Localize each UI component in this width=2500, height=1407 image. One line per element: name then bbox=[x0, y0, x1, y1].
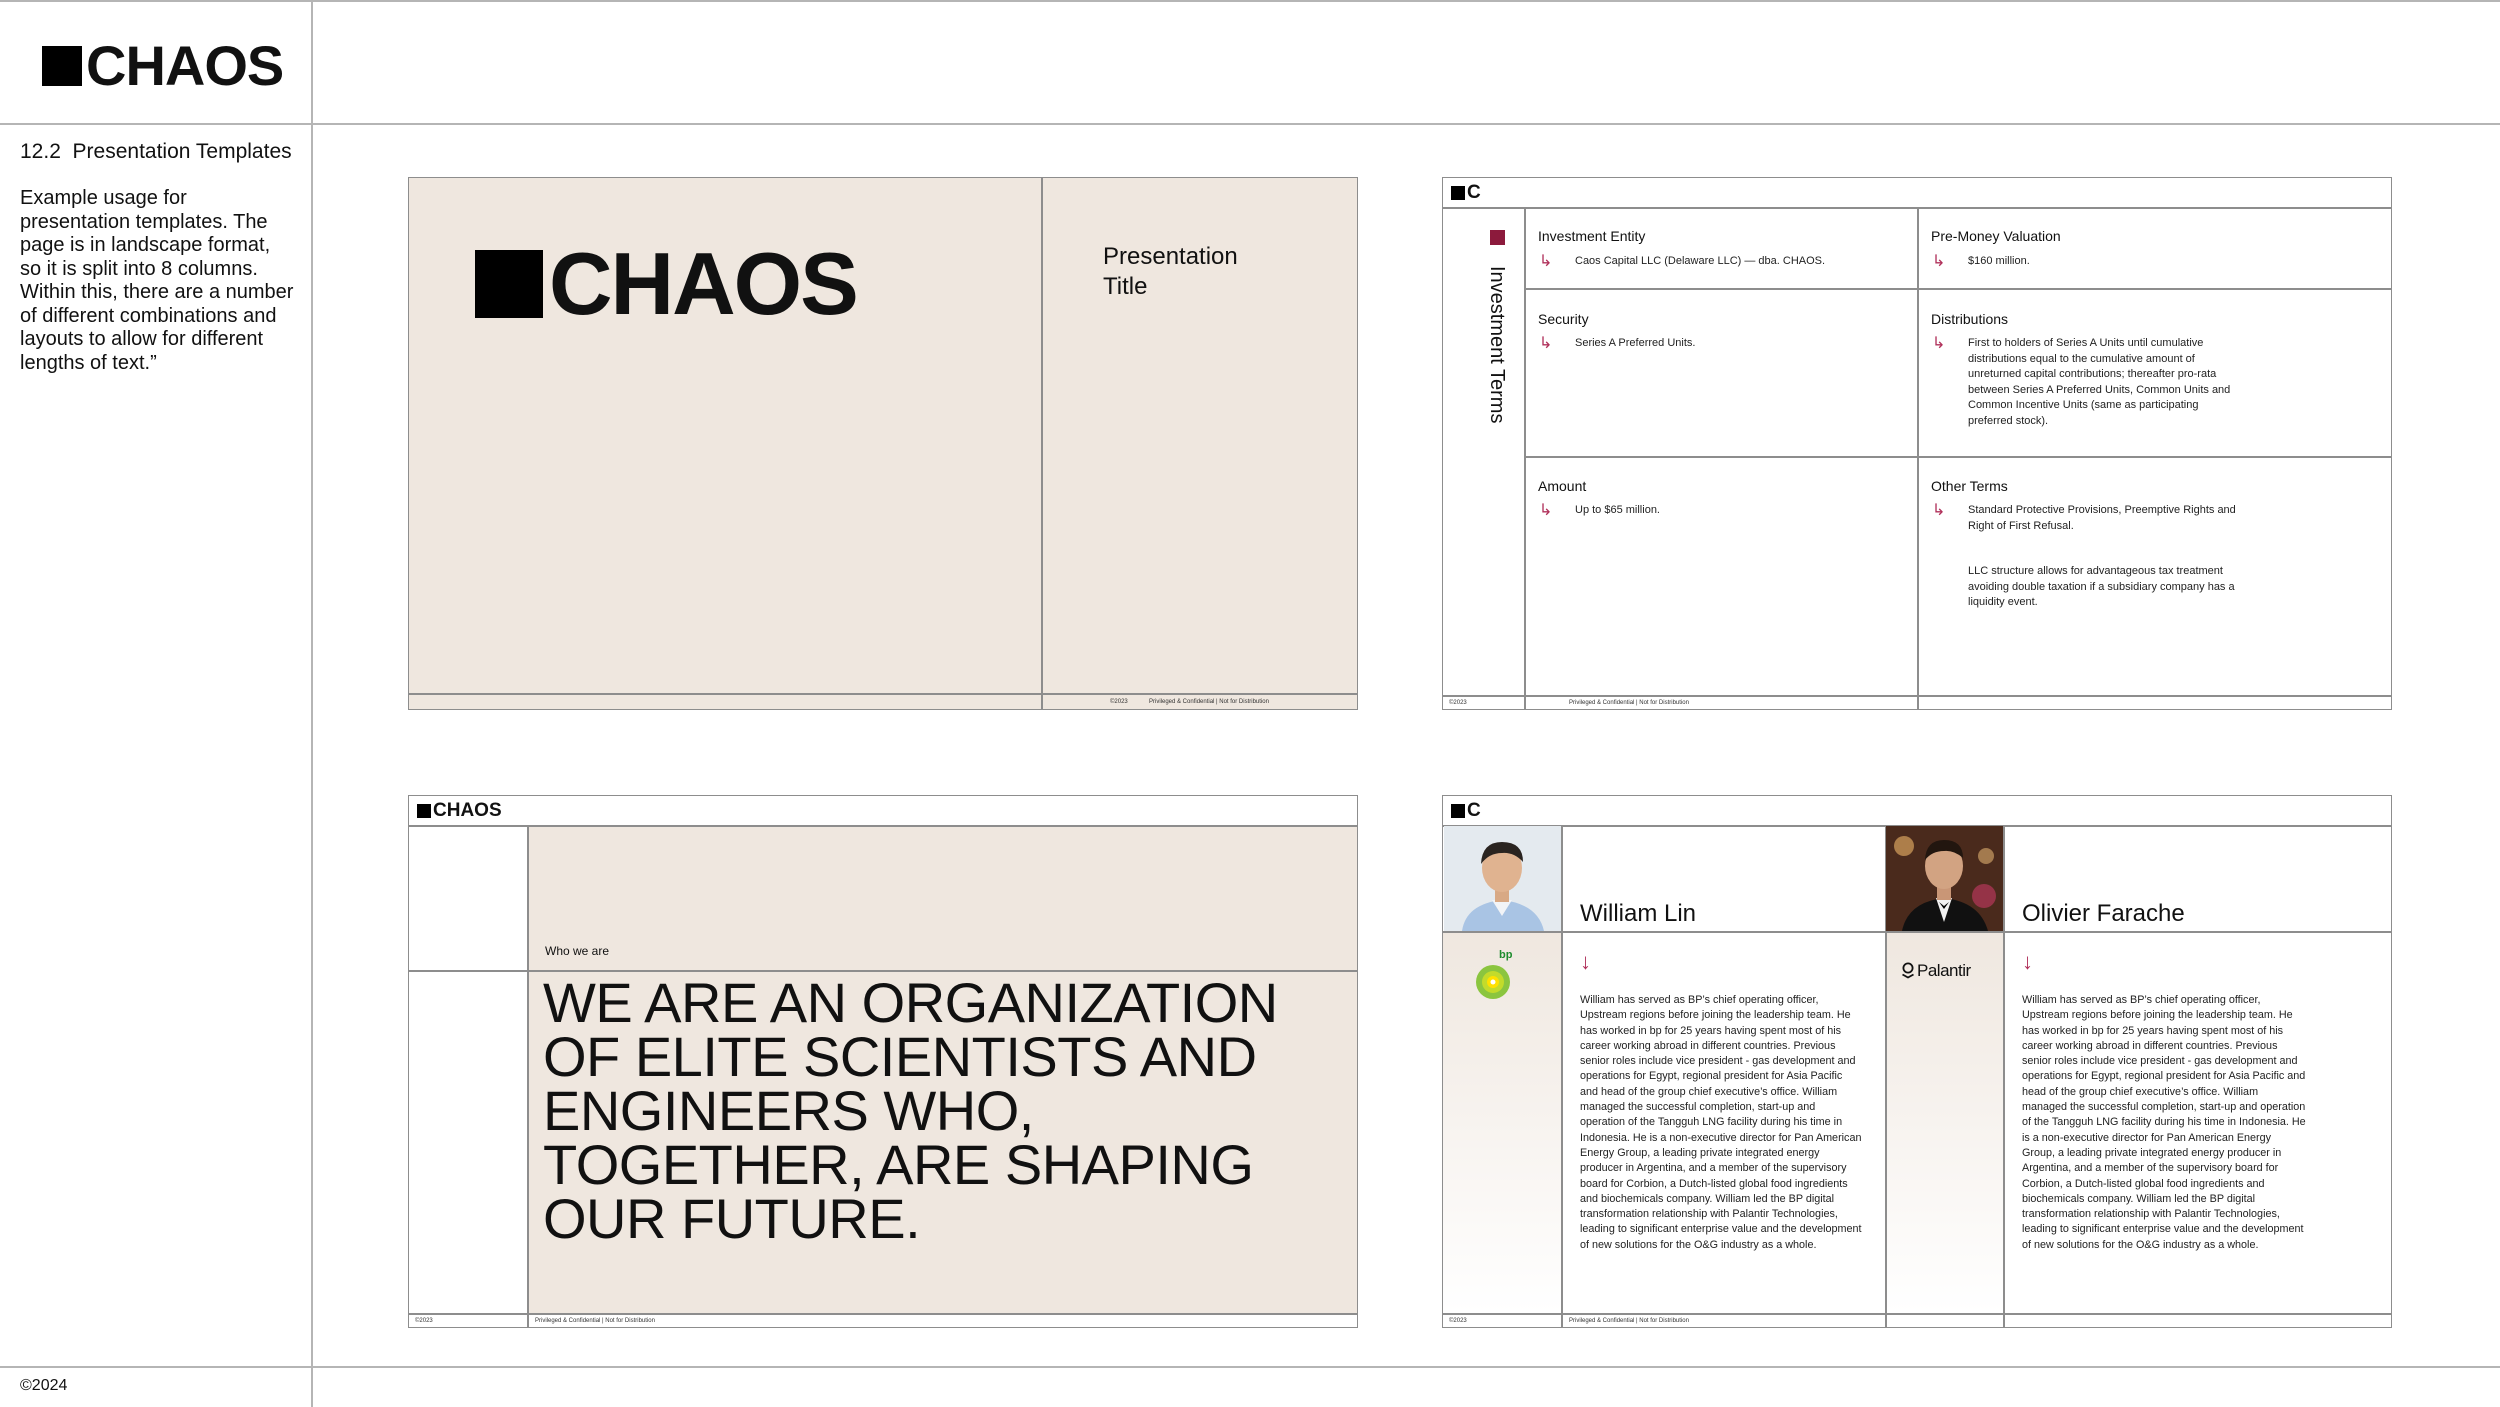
term-body: LLC structure allows for advantageous tax treatment avoiding double taxation if a subsidiary company has a liquidity event. bbox=[1968, 565, 2235, 608]
term-title: Distributions bbox=[1931, 311, 2009, 327]
slide-logo bbox=[417, 801, 502, 820]
logo-column-gradient bbox=[1885, 931, 2003, 1313]
footer-year: ©2023 bbox=[1110, 699, 1128, 705]
section-number: 12.2 bbox=[20, 140, 61, 163]
kicker-label: Who we are bbox=[545, 944, 610, 958]
footer-rule bbox=[409, 693, 1358, 695]
name-row-rule bbox=[1443, 931, 2392, 933]
logo-letter: C bbox=[1467, 800, 1481, 821]
arrow-return-icon: ↳ bbox=[1932, 253, 1946, 270]
slide-logo bbox=[1451, 801, 1481, 820]
presentation-title: Presentation Title bbox=[1103, 243, 1238, 300]
section-heading bbox=[20, 140, 292, 164]
portrait-photo bbox=[1886, 826, 2003, 931]
term-body: Caos Capital LLC (Delaware LLC) — dba. CHAOS. bbox=[1575, 255, 1826, 267]
black-square-icon bbox=[1451, 804, 1465, 818]
company-name: Palantir bbox=[1917, 961, 1971, 980]
footer-note: Privileged & Confidential | Not for Distribution bbox=[1569, 1318, 1689, 1324]
mission-heading: WE ARE AN ORGANIZATION OF ELITE SCIENTISTS AND ENGINEERS WHO, TOGETHER, ARE SHAPING OUR FUTURE. bbox=[543, 971, 1278, 1250]
header-divider bbox=[0, 123, 2500, 125]
palantir-mark-icon bbox=[1901, 962, 1915, 980]
palantir-logo bbox=[1901, 961, 1971, 981]
term-body: Series A Preferred Units. bbox=[1575, 337, 1696, 349]
person-name: William Lin bbox=[1580, 900, 1697, 927]
arrow-return-icon: ↳ bbox=[1932, 502, 1946, 519]
term-title: Investment Entity bbox=[1538, 228, 1646, 244]
arrow-return-icon: ↳ bbox=[1932, 335, 1946, 352]
slide-vertical-title: Investment Terms bbox=[1486, 266, 1508, 424]
term-body: $160 million. bbox=[1968, 255, 2030, 267]
column-divider bbox=[1041, 178, 1043, 710]
footer-rule bbox=[409, 1313, 1358, 1315]
term-body: First to holders of Series A Units until cumulative distributions equal to the cumulative amount of unreturned capital contributions; thereafter pro-rata between Series A Preferred Units, Common Units and Common Incentive Units (same as participating preferred stock). bbox=[1968, 337, 2231, 427]
footer-divider bbox=[0, 1366, 2500, 1368]
person-icon bbox=[1886, 826, 2003, 931]
slide-logo bbox=[1451, 183, 1481, 202]
term-title: Pre-Money Valuation bbox=[1931, 228, 2061, 244]
svg-text:bp: bp bbox=[1499, 949, 1513, 961]
footer-note: Privileged & Confidential | Not for Distribution bbox=[1149, 699, 1269, 705]
black-square-icon bbox=[1451, 186, 1465, 200]
term-title: Amount bbox=[1538, 478, 1587, 494]
slide-wordmark: CHAOS bbox=[549, 234, 857, 333]
footer-rule bbox=[1443, 695, 2392, 697]
label-column-divider bbox=[527, 825, 529, 1328]
arrow-down-icon: ↓ bbox=[1580, 949, 1591, 974]
brand-wordmark: CHAOS bbox=[86, 34, 284, 97]
footer-year: ©2023 bbox=[415, 1318, 433, 1324]
person-name: Olivier Farache bbox=[2022, 900, 2185, 927]
term-body: Up to $65 million. bbox=[1575, 504, 1660, 516]
bp-logo bbox=[1471, 948, 1521, 1009]
footer-year: ©2023 bbox=[1449, 700, 1467, 706]
arrow-return-icon: ↳ bbox=[1539, 335, 1553, 352]
slide-title-template bbox=[408, 177, 1358, 710]
arrow-down-icon: ↓ bbox=[2022, 949, 2033, 974]
person-bio: William has served as BP’s chief operating officer, Upstream regions before joining the leadership team. He has worked in bp for 25 years having spent most of his career working abroad in different countries. Previous senior roles include vice president - gas development and operations for Egypt, regional president for Asia Pacific and head of the group chief executive’s office. William managed the successful completion, start-up and operation of the Tangguh LNG facility during his time in Indonesia. He is a non-executive director for Pan American Energy Group, a leading private integrated energy producer in Argentina, and a member of the supervisory board for Corbion, a Dutch-listed global food ingredients and biochemicals company. William led the BP digital transformation relationship with Palantir Technologies, leading to significant enterprise value and the development of new solutions for the O&G industry as a whole. bbox=[2022, 994, 2306, 1251]
footer-rule bbox=[1443, 1313, 2392, 1315]
brand-logo bbox=[42, 34, 284, 97]
term-title: Other Terms bbox=[1931, 478, 2008, 494]
top-border bbox=[0, 0, 2500, 2]
label-column-divider bbox=[1524, 207, 1526, 710]
column-divider bbox=[1561, 825, 1563, 1328]
middle-divider bbox=[1917, 207, 1919, 710]
slide-wordmark: CHAOS bbox=[433, 800, 502, 821]
arrow-return-icon: ↳ bbox=[1539, 253, 1553, 270]
accent-square-icon bbox=[1490, 230, 1505, 245]
term-body: Standard Protective Provisions, Preemptive Rights and Right of First Refusal. bbox=[1968, 504, 2236, 532]
sidebar-divider bbox=[311, 0, 313, 1407]
footer-note: Privileged & Confidential | Not for Distribution bbox=[1569, 700, 1689, 706]
black-square-icon bbox=[42, 46, 82, 86]
header-rule bbox=[409, 825, 1358, 827]
black-square-icon bbox=[475, 250, 543, 318]
page-copyright: ©2024 bbox=[20, 1377, 68, 1394]
column-divider bbox=[2003, 825, 2005, 1328]
row-rule-1 bbox=[1524, 288, 2392, 290]
slide-who-we-are bbox=[408, 795, 1358, 1328]
slide-team bbox=[1442, 795, 2392, 1328]
logo-letter: C bbox=[1467, 182, 1481, 203]
slide-investment-terms bbox=[1442, 177, 2392, 710]
portrait-photo bbox=[1444, 826, 1561, 931]
person-icon bbox=[1444, 826, 1561, 931]
arrow-return-icon: ↳ bbox=[1539, 502, 1553, 519]
section-description: Example usage for presentation templates. The page is in landscape format, so it is split into 8 columns. Within this, there are a number of different combinations and layouts to allow for different lengths of text.” bbox=[20, 187, 294, 374]
footer-note: Privileged & Confidential | Not for Distribution bbox=[535, 1318, 655, 1324]
row-rule-2 bbox=[1524, 456, 2392, 458]
slide-logo bbox=[475, 234, 857, 333]
term-title: Security bbox=[1538, 311, 1589, 327]
black-square-icon bbox=[417, 804, 431, 818]
footer-year: ©2023 bbox=[1449, 1318, 1467, 1324]
section-title: Presentation Templates bbox=[72, 140, 292, 163]
person-bio: William has served as BP’s chief operating officer, Upstream regions before joining the leadership team. He has worked in bp for 25 years having spent most of his career working abroad in different countries. Previous senior roles include vice president - gas development and operations for Egypt, regional president for Asia Pacific and head of the group chief executive’s office. William managed the successful completion, start-up and operation of the Tangguh LNG facility during his time in Indonesia. He is a non-executive director for Pan American Energy Group, a leading private integrated energy producer in Argentina, and a member of the supervisory board for Corbion, a Dutch-listed global food ingredients and biochemicals company. William led the BP digital transformation relationship with Palantir Technologies, leading to significant enterprise value and the development of new solutions for the O&G industry as a whole. bbox=[1580, 994, 1862, 1251]
